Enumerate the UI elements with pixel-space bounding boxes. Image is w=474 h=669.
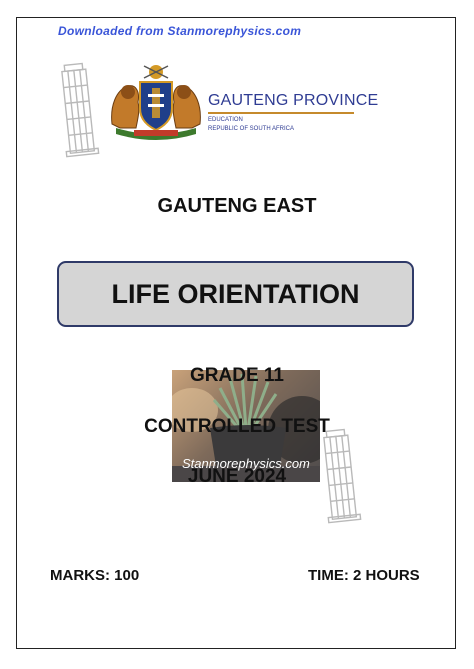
marks-label: MARKS: 100 (50, 567, 140, 584)
photo-watermark-text: Stanmorephysics.com (182, 456, 310, 471)
province-divider (208, 112, 354, 114)
coat-of-arms-icon (106, 62, 206, 140)
assessment-type-line: CONTROLLED TEST (144, 416, 330, 437)
subject-title: LIFE ORIENTATION (111, 278, 360, 309)
subject-banner (57, 261, 414, 327)
province-name: GAUTENG PROVINCE (208, 92, 379, 109)
grade-line: GRADE 11 (190, 365, 284, 386)
download-source-banner[interactable]: Downloaded from Stanmorephysics.com (58, 24, 302, 38)
country-name: REPUBLIC OF SOUTH AFRICA (208, 126, 295, 132)
time-label: TIME: 2 HOURS (308, 567, 420, 584)
department-name: EDUCATION (208, 117, 243, 123)
leaning-tower-watermark-icon (316, 428, 368, 524)
district-title: GAUTENG EAST (157, 195, 317, 217)
province-logo-text (208, 92, 378, 134)
session-line: JUNE 2024 (187, 466, 287, 487)
leaning-tower-watermark-icon (54, 62, 106, 158)
